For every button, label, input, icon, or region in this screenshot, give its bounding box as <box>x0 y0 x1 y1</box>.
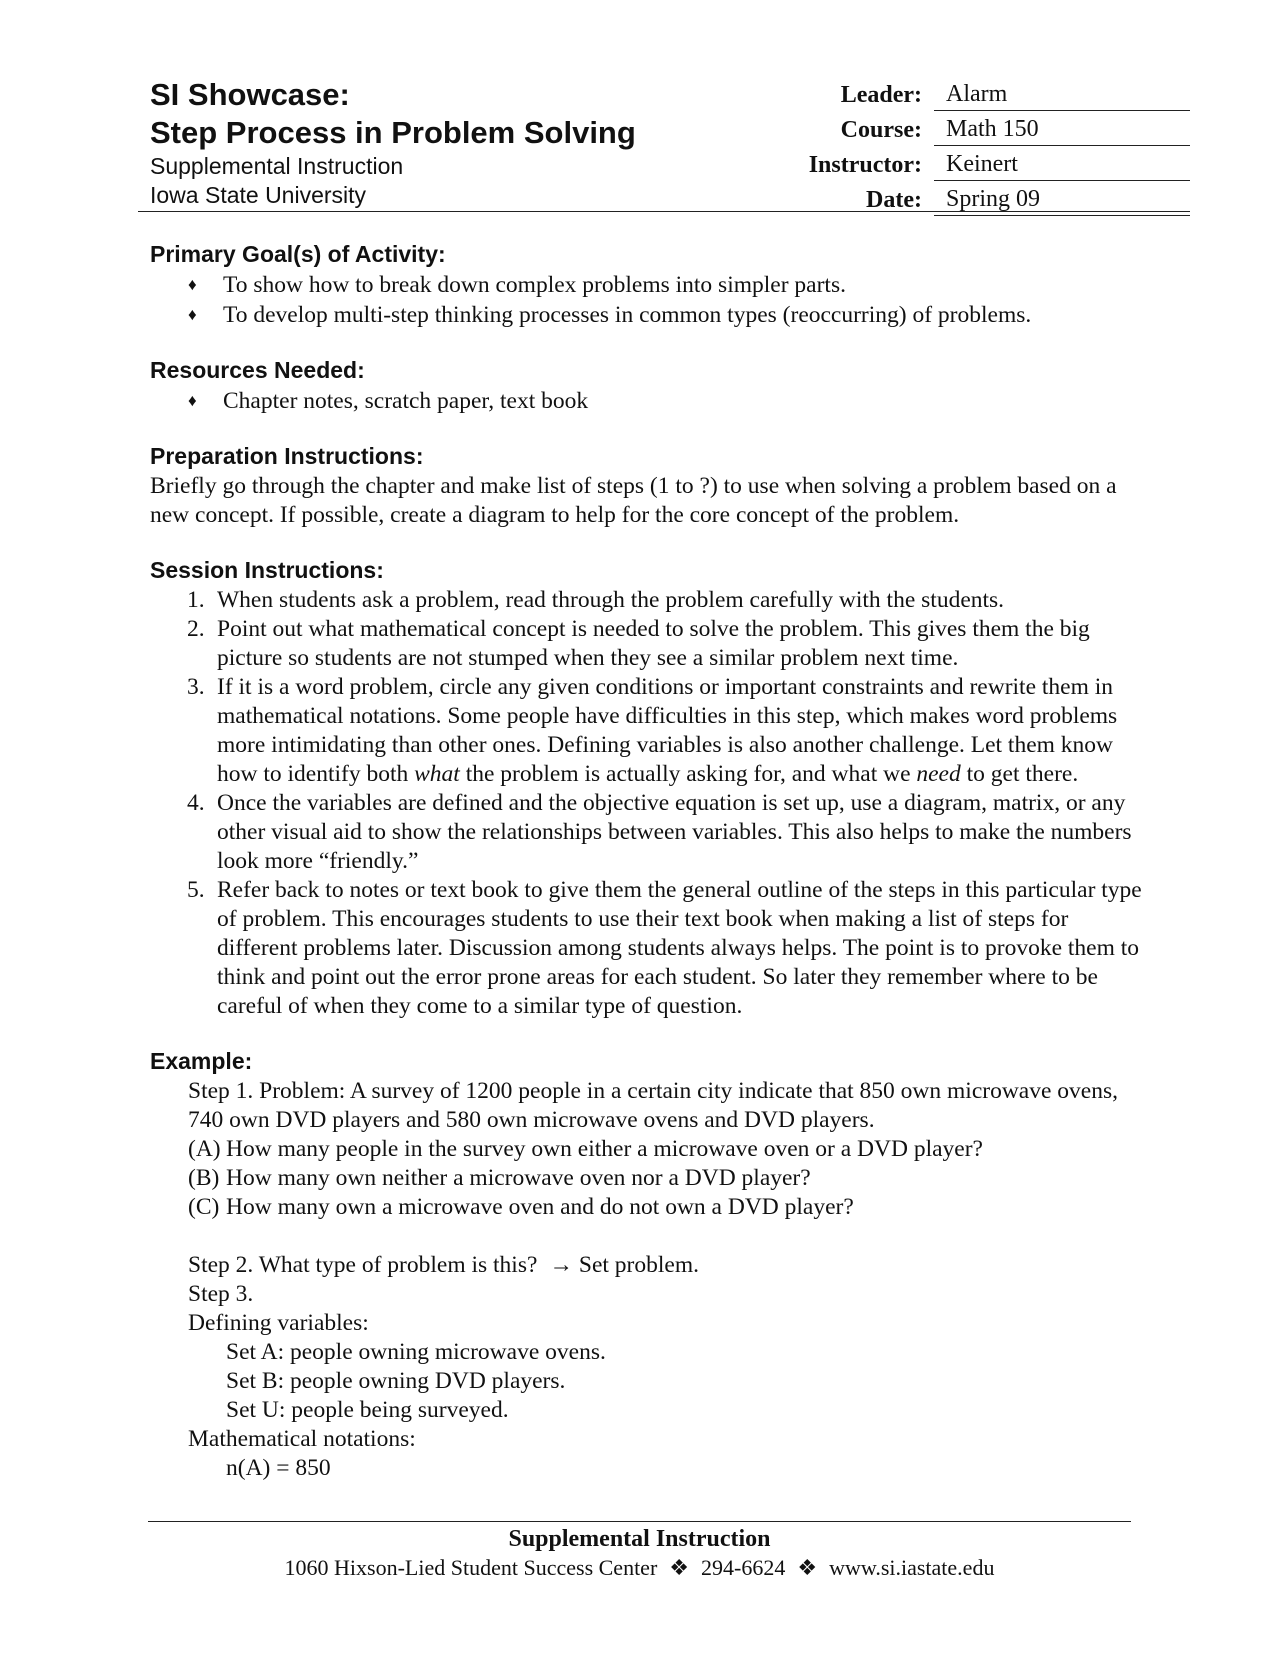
meta-row-instructor <box>760 146 1190 181</box>
session-step <box>150 673 1150 789</box>
question-a <box>188 1135 1150 1164</box>
session-steps <box>150 586 1150 1021</box>
blank-line <box>188 1222 1150 1251</box>
subtitle-university: Iowa State University <box>150 182 367 208</box>
meta-row-leader <box>760 76 1190 111</box>
step-number: 2. <box>187 616 205 642</box>
footer-divider <box>148 1521 1131 1522</box>
set-definition: Set A: people owning microwave ovens. <box>226 1339 606 1365</box>
session-step <box>150 615 1150 673</box>
set-definition: Set B: people owning DVD players. <box>226 1368 566 1394</box>
example-step2 <box>188 1251 1150 1280</box>
diamond-bullet-icon: ♦ <box>188 391 197 410</box>
footer-phone: 294-6624 <box>701 1555 786 1580</box>
meta-label: Leader: <box>840 82 922 108</box>
meta-value: Math 150 <box>934 113 1190 146</box>
example-body <box>150 1077 1150 1483</box>
diamond-bullet-icon: ♦ <box>188 305 197 324</box>
list-item <box>188 300 1150 330</box>
set-definition: Set U: people being surveyed. <box>226 1397 509 1423</box>
meta-label: Instructor: <box>808 152 922 178</box>
step-text: Point out what mathematical concept is needed to solve the problem. This gives them the big picture so students are not stumped when they see a similar problem next time. <box>217 616 1090 671</box>
meta-label: Date: <box>866 187 922 213</box>
step-text: Once the variables are defined and the objective equation is set up, use a diagram, matrix, or any other visual aid to show the relationships between variables. This also helps to make the numbers look more “friendly.” <box>217 790 1132 874</box>
session-step <box>150 586 1150 615</box>
title-line-1: SI Showcase: <box>150 77 350 112</box>
meta-value: Keinert <box>934 148 1190 181</box>
question-b <box>188 1164 1150 1193</box>
emphasis-what: what <box>414 761 460 787</box>
separator-icon: ❖ <box>669 1555 690 1580</box>
list-item-text: To show how to break down complex problems into simpler parts. <box>223 272 846 298</box>
list-item <box>188 270 1150 300</box>
step-number: 3. <box>187 674 205 700</box>
step2-question: Step 2. What type of problem is this? <box>188 1252 538 1278</box>
step2-answer: Set problem. <box>578 1252 699 1278</box>
resources-heading: Resources Needed: <box>150 357 365 383</box>
session-step <box>150 876 1150 1021</box>
content <box>150 238 1150 1483</box>
step-text: Refer back to notes or text book to give them the general outline of the steps in this particular type of problem. This encourages students to use their text book when making a list of steps for different problems later. Discussion among students always helps. The point is to provoke them to think and point out the error prone areas for each student. So later they remember where to be careful of when they come to a similar type of question. <box>217 877 1142 1019</box>
step-text: If it is a word problem, circle any given conditions or important constraints and rewrite them in mathematical notations. Some people have difficulties in this step, which makes word problems more intimidating than other ones. Defining variables is also another challenge. Let them know how to identify both <box>217 674 1118 787</box>
question-text: How many own neither a microwave oven nor a DVD player? <box>226 1165 811 1191</box>
notations-label: Mathematical notations: <box>188 1426 416 1452</box>
spacer <box>150 1021 1150 1045</box>
title-line-2: Step Process in Problem Solving <box>150 115 636 150</box>
spacer <box>150 530 1150 554</box>
meta-label: Course: <box>840 117 922 143</box>
meta-value: Spring 09 <box>934 183 1190 216</box>
goals-heading: Primary Goal(s) of Activity: <box>150 241 446 267</box>
list-item-text: To develop multi-step thinking processes in common types (reoccurring) of problems. <box>223 302 1032 328</box>
example-problem: Step 1. Problem: A survey of 1200 people in a certain city indicate that 850 own microwave ovens, 740 own DVD players and 580 own microwave ovens and DVD players. <box>188 1078 1118 1133</box>
meta-value: Alarm <box>934 78 1190 111</box>
footer-address-line <box>148 1554 1131 1582</box>
subtitle-org: Supplemental Instruction <box>150 153 404 179</box>
defining-variables-label: Defining variables: <box>188 1310 369 1336</box>
question-c <box>188 1193 1150 1222</box>
footer <box>148 1524 1131 1582</box>
example-heading: Example: <box>150 1048 253 1074</box>
example-step3: Step 3. <box>188 1281 254 1307</box>
question-label: (C) <box>188 1194 220 1220</box>
title-block <box>150 76 770 210</box>
meta-block <box>760 76 1190 216</box>
preparation-heading: Preparation Instructions: <box>150 443 424 469</box>
emphasis-need: need <box>916 761 961 787</box>
question-text: How many own a microwave oven and do not own a DVD player? <box>226 1194 854 1220</box>
footer-website[interactable]: www.si.iastate.edu <box>829 1555 995 1580</box>
step-number: 5. <box>187 877 205 903</box>
step-text: to get there. <box>960 761 1079 787</box>
right-arrow-icon: → <box>549 1252 573 1278</box>
notation-line: n(A) = 850 <box>226 1455 331 1481</box>
footer-org: Supplemental Instruction <box>508 1526 771 1552</box>
list-item-text: Chapter notes, scratch paper, text book <box>223 388 589 414</box>
step-number: 4. <box>187 790 205 816</box>
spacer <box>150 330 1150 354</box>
step-text: the problem is actually asking for, and what we <box>459 761 917 787</box>
footer-address: 1060 Hixson-Lied Student Success Center <box>284 1555 658 1580</box>
step-text: When students ask a problem, read through the problem carefully with the students. <box>217 587 1005 613</box>
session-step <box>150 789 1150 876</box>
question-text: How many people in the survey own either a microwave oven or a DVD player? <box>226 1136 983 1162</box>
resources-list <box>150 386 1150 416</box>
question-label: (B) <box>188 1165 220 1191</box>
goals-list <box>150 270 1150 330</box>
meta-row-course <box>760 111 1190 146</box>
spacer <box>150 416 1150 440</box>
preparation-text: Briefly go through the chapter and make list of steps (1 to ?) to use when solving a problem based on a new concept. If possible, create a diagram to help for the core concept of the problem. <box>150 473 1117 528</box>
step-number: 1. <box>187 587 205 613</box>
session-heading: Session Instructions: <box>150 557 384 583</box>
header-divider <box>138 211 1190 212</box>
diamond-bullet-icon: ♦ <box>188 275 197 294</box>
question-label: (A) <box>188 1136 221 1162</box>
separator-icon: ❖ <box>797 1555 818 1580</box>
list-item <box>188 386 1150 416</box>
